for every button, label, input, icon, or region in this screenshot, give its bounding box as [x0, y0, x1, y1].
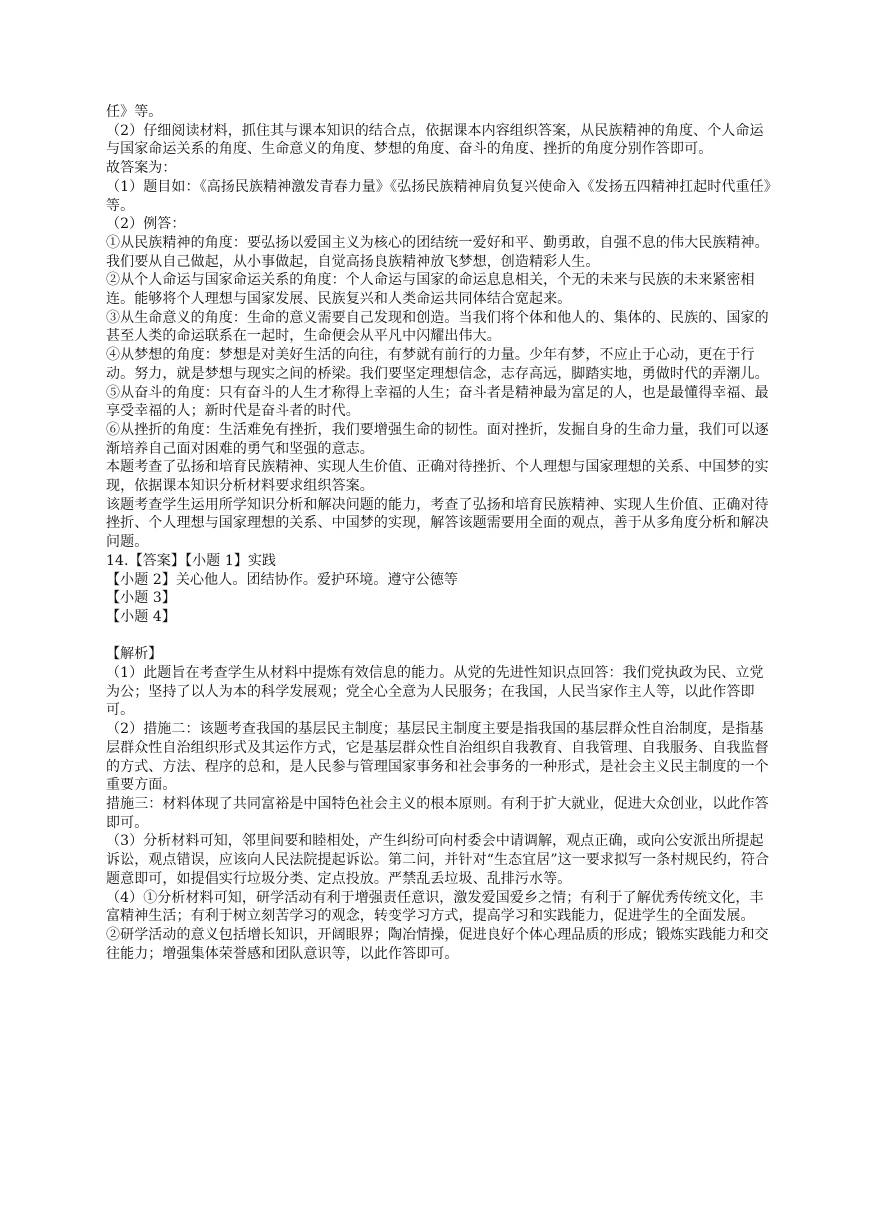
paragraph-angle-2: ②从个人命运与国家命运关系的角度：个人命运与国家的命运息息相关，个无的未来与民族的未来紧密相连。能够将个人理想与国家发展、民族复兴和人类命运共同体结合宽起来。	[106, 272, 755, 308]
paragraph-angle-6: ⑥从挫折的角度：生活难免有挫折，我们要增强生命的韧性。面对挫折，发掘自身的生命力量，我们可以逐渐培养自己面对困难的勇气和坚强的意志。	[106, 421, 769, 457]
paragraph-angle-3: ③从生命意义的角度：生命的意义需要自己发现和创造。当我们将个体和他人的、集体的、民族的、国家的甚至人类的命运联系在一起时，生命便会从平凡中闪耀出伟大。	[106, 309, 769, 345]
paragraph-summary-1: 本题考查了弘扬和培育民族精神、实现人生价值、正确对待挫折、个人理想与国家理想的关系、中国梦的实现，依据课本知识分析材料要求组织答案。	[106, 459, 769, 495]
paragraph-q14-sub3: 【小题 3】	[106, 590, 176, 607]
paragraph-continuation: 任》等。	[106, 104, 163, 120]
paragraph-summary-2: 该题考查学生运用所学知识分析和解决问题的能力，考查了弘扬和培育民族精神、实现人生价值、正确对待挫折、个人理想与国家理想的关系、中国梦的实现，解答该题需要用全面的观点，善于从多角度分析和解决问题。	[106, 496, 769, 551]
paragraph-answer-heading: 故答案为：	[106, 160, 177, 177]
paragraph-analysis-part-4b: ②研学活动的意义包括增长知识，开阔眼界；陶冶情操，促进良好个体心理品质的形成；锻炼实践能力和交往能力；增强集体荣誉感和团队意识等，以此作答即可。	[106, 926, 769, 962]
paragraph-q14-sub4: 【小题 4】	[106, 608, 176, 625]
document-body	[106, 103, 771, 963]
paragraph-q14-sub2: 【小题 2】关心他人。团结协作。爱护环境。遵守公德等	[106, 571, 458, 588]
paragraph-q14-answer: 14.【答案】【小题 1】实践	[106, 552, 277, 569]
paragraph-analysis-measure-3: 措施三：材料体现了共同富裕是中国特色社会主义的根本原则。有利于扩大就业，促进大众创业，以此作答即可。	[106, 796, 769, 831]
paragraph-angle-5: ⑤从奋斗的角度：只有奋斗的人生才称得上幸福的人生；奋斗者是精神最为富足的人，也是最懂得幸福、最享受幸福的人；新时代是奋斗者的时代。	[106, 384, 769, 420]
paragraph-analysis-part-3: （3）分析材料可知，邻里间要和睦相处，产生纠纷可向村委会中请调解，观点正确，或向公安派出所提起诉讼，观点错误，应该向人民法院提起诉讼。第二问，并针对“生态宜居”这一要求拟写一条村规民约，符合题意即可，如提倡实行垃圾分类、定点投放。严禁乱丢垃圾、乱排污水等。	[106, 833, 770, 887]
paragraph-analysis-part-4: （4）①分析材料可知，研学活动有利于增强责任意识，激发爱国爱乡之情；有利于了解优秀传统文化，丰富精神生活；有利于树立刻苦学习的观念，转变学习方式，提高学习和实践能力，促进学生的全面发展。	[106, 889, 764, 925]
paragraph-answer-1: （1）题目如：《高扬民族精神激发青春力量》《弘扬民族精神肩负复兴使命入《发扬五四精神扛起时代重任》等。	[106, 178, 771, 214]
paragraph-analysis-2: （2）仔细阅读材料，抓住其与课本知识的结合点，依据课本内容组织答案，从民族精神的角度、个人命运与国家命运关系的角度、生命意义的角度、梦想的角度、奋斗的角度、挫折的角度分别作答即可。	[106, 122, 764, 158]
paragraph-angle-1: ①从民族精神的角度：要弘扬以爱国主义为核心的团结统一爱好和平、勤勇敢，自强不息的伟大民族精神。我们要从自己做起，从小事做起，自觉高扬良族精神放飞梦想，创造精彩人生。	[106, 234, 769, 270]
paragraph-analysis-part-2: （2）措施二：该题考查我国的基层民主制度；基层民主制度主要是指我国的基层群众性自治制度，是指基层群众性自治组织形式及其运作方式，它是基层群众性自治组织自我教育、自我管理、自我服务、自我监督的方式、方法、程序的总和，是人民参与管理国家事务和社会事务的一种形式，是社会主义民主制度的一个重要方面。	[106, 721, 769, 794]
paragraph-analysis-part-1: （1）此题旨在考查学生从材料中提炼有效信息的能力。从党的先进性知识点回答：我们党执政为民、立党为公；坚持了以人为本的科学发展观；党全心全意为人民服务；在我国，人民当家作主人等，以此作答即可。	[106, 665, 764, 719]
paragraph-answer-2-heading: （2）例答：	[106, 216, 186, 233]
paragraph-analysis-heading: 【解析】	[106, 646, 163, 663]
blank-line	[106, 627, 771, 646]
paragraph-angle-4: ④从梦想的角度：梦想是对美好生活的向往，有梦就有前行的力量。少年有梦，不应止于心动，更在于行动。努力，就是梦想与现实之间的桥梁。我们要坚定理想信念，志存高远，脚踏实地，勇做时代的弄潮儿。	[106, 347, 769, 382]
